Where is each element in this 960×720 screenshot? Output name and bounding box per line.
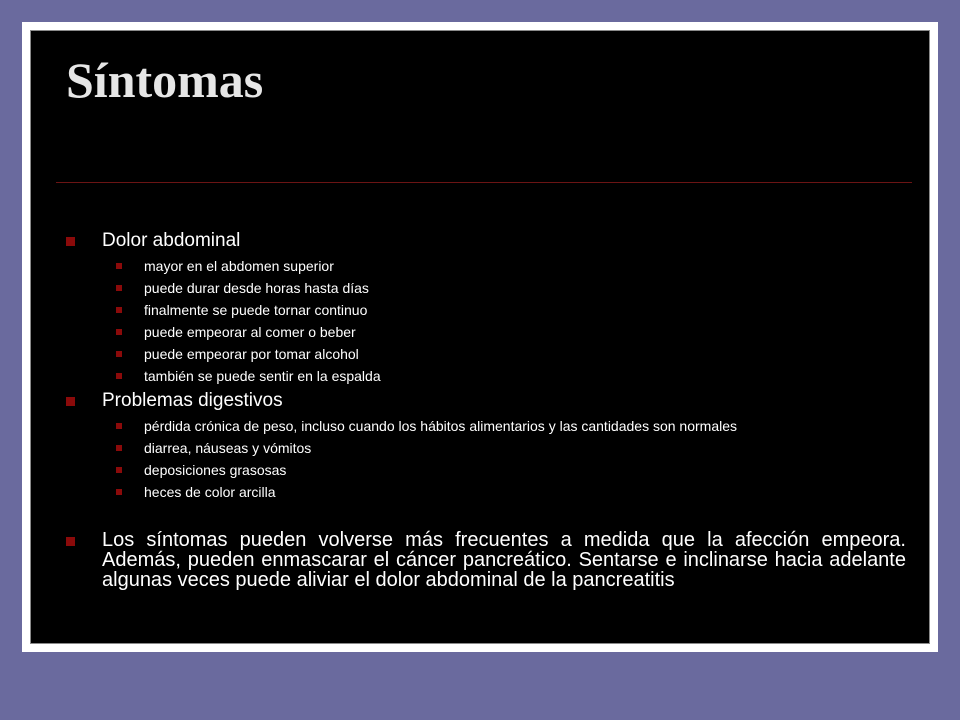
- bullet-dolor-abdominal: Dolor abdominal: [66, 230, 906, 252]
- sub-bullet: finalmente se puede tornar continuo: [66, 302, 906, 318]
- sub-bullet: también se puede sentir en la espalda: [66, 368, 906, 384]
- bullet-note: Los síntomas pueden volverse más frecuentes a medida que la afección empeora. Además, pueden enmascarar el cáncer pancreático. Sentarse e inclinarse hacia adelante algunas veces puede aliviar el dolor abdominal de la pancreatitis: [66, 530, 906, 590]
- slide-body: [66, 230, 906, 590]
- sub-bullet: deposiciones grasosas: [66, 462, 906, 478]
- title-divider: [56, 182, 912, 183]
- sub-bullet: diarrea, náuseas y vómitos: [66, 440, 906, 456]
- bullet-problemas-digestivos: Problemas digestivos: [66, 390, 906, 412]
- sub-bullet: puede durar desde horas hasta días: [66, 280, 906, 296]
- slide-title: Síntomas: [66, 52, 264, 108]
- sub-bullet: pérdida crónica de peso, incluso cuando los hábitos alimentarios y las cantidades son normales: [66, 418, 906, 434]
- sub-bullet: heces de color arcilla: [66, 484, 906, 500]
- sub-bullet: puede empeorar al comer o beber: [66, 324, 906, 340]
- sub-bullet: puede empeorar por tomar alcohol: [66, 346, 906, 362]
- sub-bullet: mayor en el abdomen superior: [66, 258, 906, 274]
